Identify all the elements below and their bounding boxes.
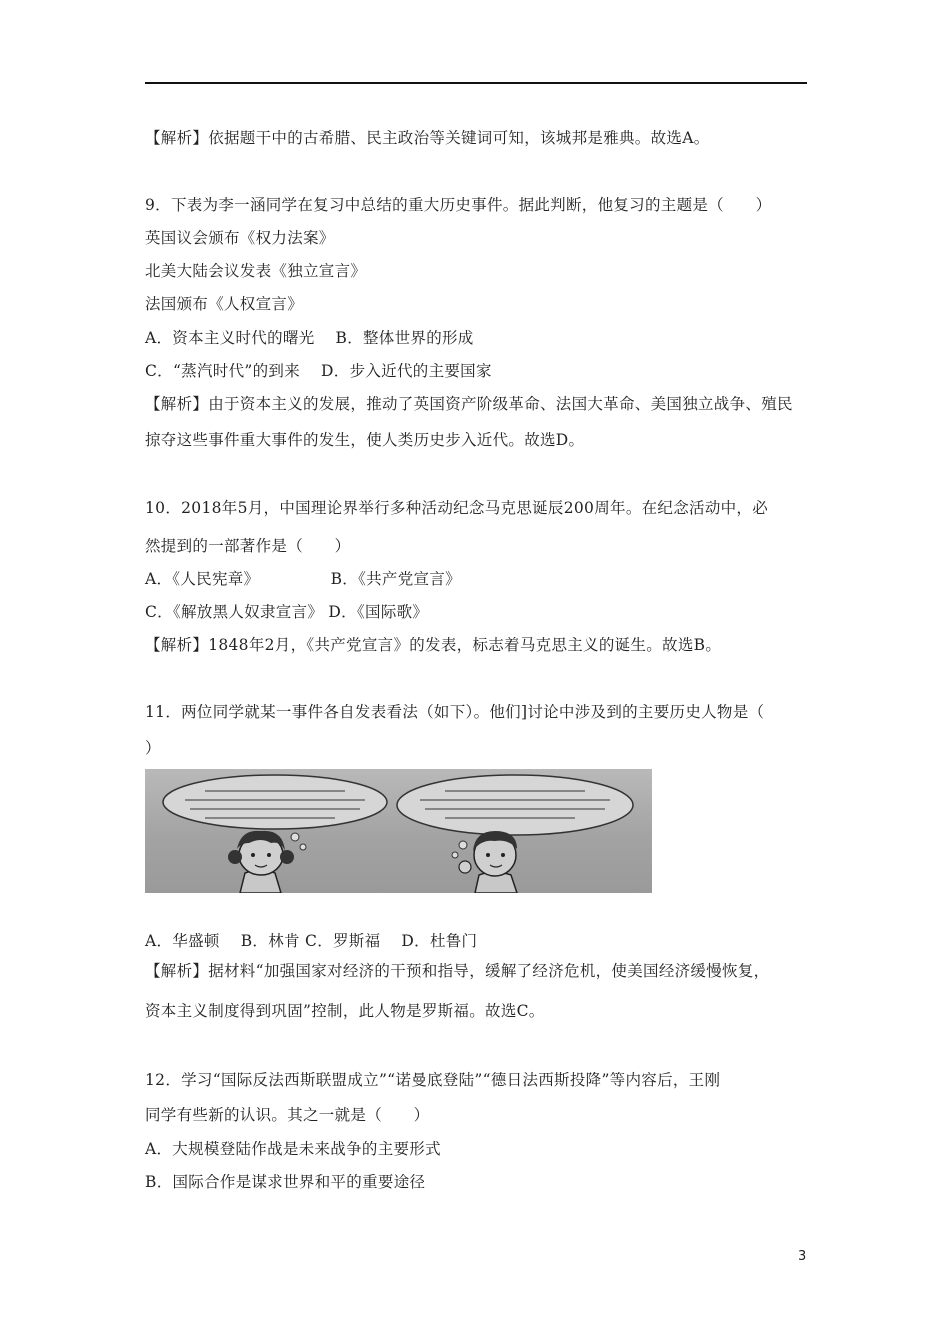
q9-analysis-cont: 掠夺这些事件重大事件的发生，使人类历史步入近代。故选D。 — [145, 431, 585, 449]
right-speech-bubble — [397, 775, 633, 835]
q11-analysis-cont: 资本主义制度得到巩固”控制，此人物是罗斯福。故选C。 — [145, 1002, 545, 1020]
girl-figure — [228, 831, 294, 893]
q9-table-row: 北美大陆会议发表《独立宣言》 — [145, 262, 367, 280]
q11-stem-cont: ） — [145, 739, 161, 757]
q12-stem-cont: 同学有些新的认识。其之一就是（ ） — [145, 1106, 430, 1124]
q9-options-cd: C．“蒸汽时代”的到来 D．步入近代的主要国家 — [145, 362, 492, 380]
q9-table-row: 英国议会颁布《权力法案》 — [145, 229, 335, 247]
q12-option-a: A．大规模登陆作战是未来战争的主要形式 — [145, 1140, 441, 1158]
q9-options-ab: A．资本主义时代的曙光 B．整体世界的形成 — [145, 329, 474, 347]
cartoon-illustration — [145, 769, 652, 893]
q11-analysis: 【解析】据材料“加强国家对经济的干预和指导，缓解了经济危机，使美国经济缓慢恢复， — [145, 962, 770, 980]
header-rule — [145, 82, 807, 84]
q10-stem: 10．2018年5月，中国理论界举行多种活动纪念马克思诞辰200周年。在纪念活动中，必 — [145, 499, 769, 517]
page-number: 3 — [798, 1249, 807, 1264]
q9-table-row: 法国颁布《人权宣言》 — [145, 295, 304, 313]
q11-stem: 11．两位同学就某一事件各自发表看法（如下）。他们]讨论中涉及到的主要历史人物是（ — [145, 703, 765, 721]
left-speech-bubble — [163, 775, 387, 829]
q10-analysis: 【解析】1848年2月，《共产党宣言》的发表，标志着马克思主义的诞生。故选B。 — [145, 636, 722, 654]
q10-options-cd: C．《解放黑人奴隶宣言》 D．《国际歌》 — [145, 603, 429, 621]
cartoon-discussion-image — [145, 769, 652, 893]
intro-analysis: 【解析】依据题干中的古希腊、民主政治等关键词可知，该城邦是雅典。故选A。 — [145, 129, 710, 147]
q12-option-b: B．国际合作是谋求世界和平的重要途径 — [145, 1173, 426, 1191]
q12-stem: 12．学习“国际反法西斯联盟成立”“诺曼底登陆”“德日法西斯投降”等内容后，王刚 — [145, 1071, 721, 1089]
q10-options-ab: A．《人民宪章》 B．《共产党宣言》 — [145, 570, 461, 588]
q9-stem: 9．下表为李一涵同学在复习中总结的重大历史事件。据此判断，他复习的主题是（ ） — [145, 196, 772, 214]
q10-stem-cont: 然提到的一部著作是（ ） — [145, 537, 351, 555]
q9-analysis: 【解析】由于资本主义的发展，推动了英国资产阶级革命、法国大革命、美国独立战争、殖民 — [145, 395, 793, 413]
q11-options: A．华盛顿 B．林肯 C．罗斯福 D．杜鲁门 — [145, 932, 478, 950]
boy-figure — [459, 831, 517, 893]
